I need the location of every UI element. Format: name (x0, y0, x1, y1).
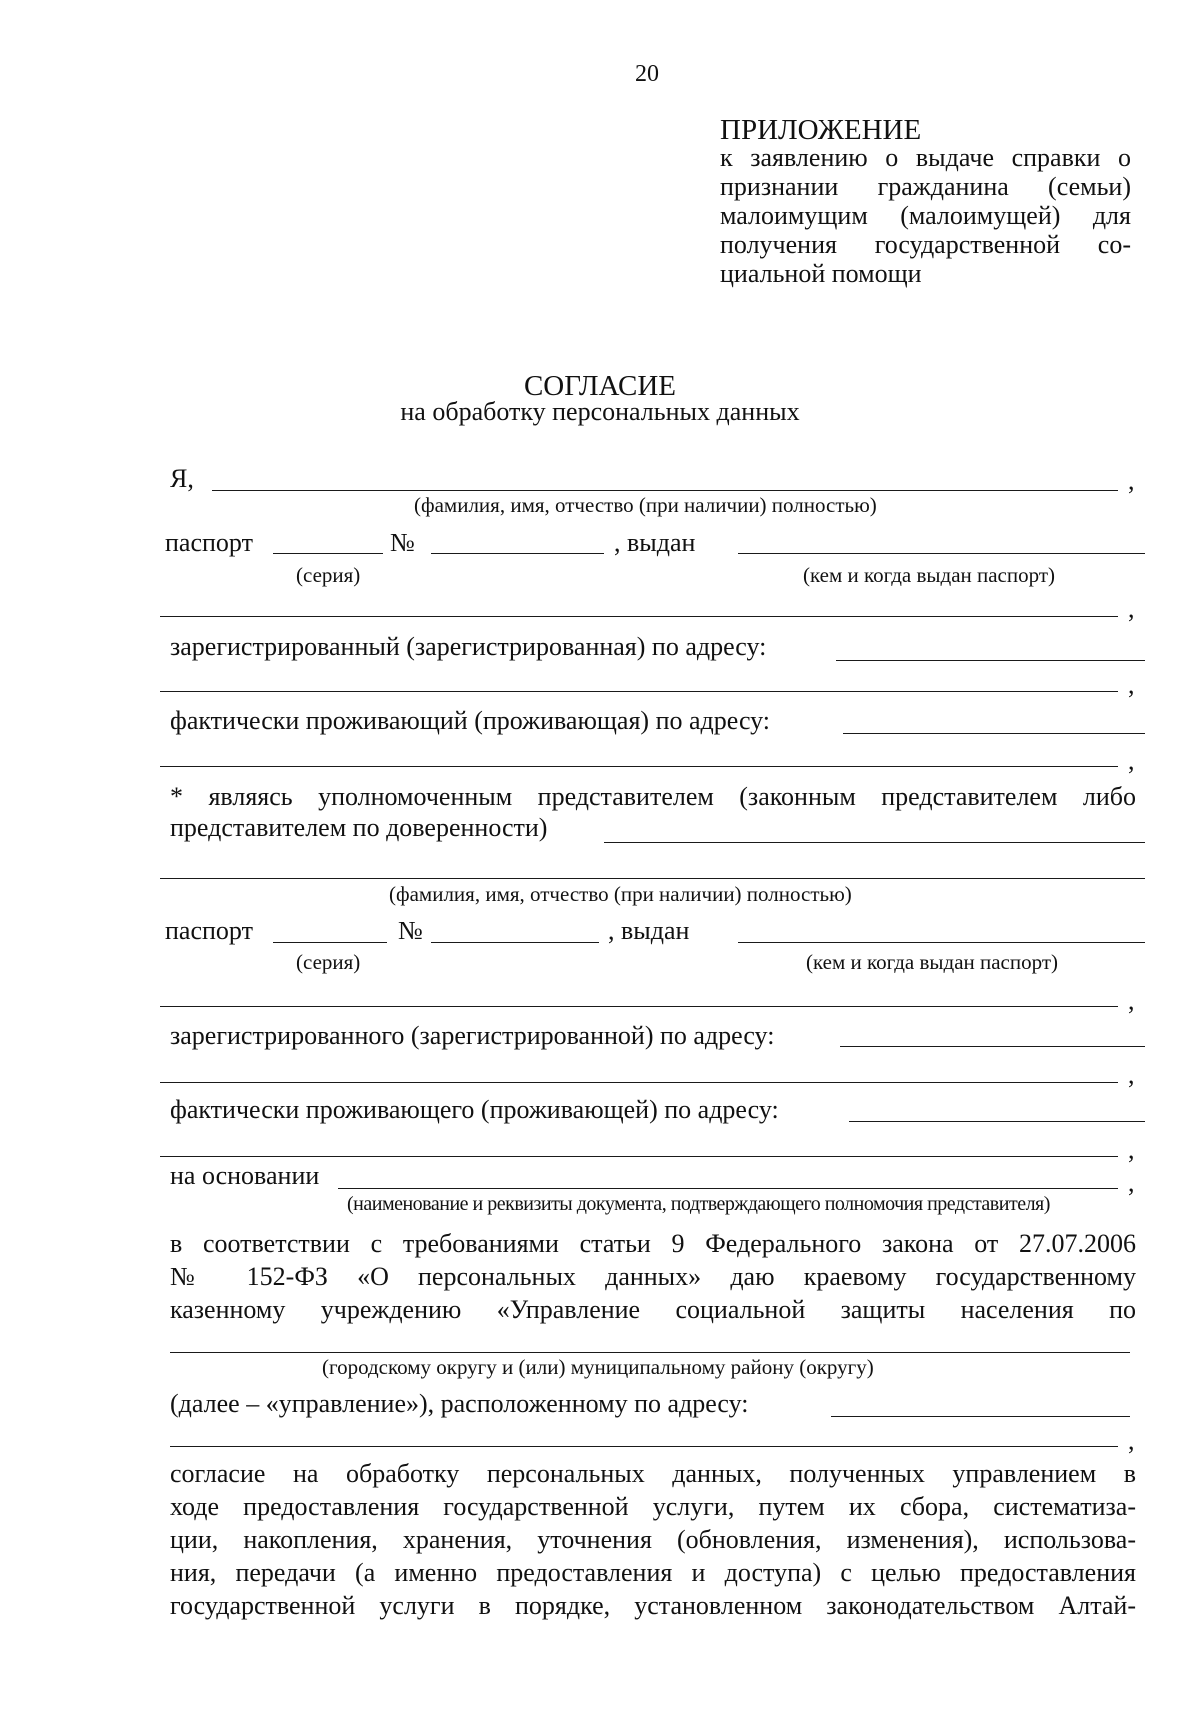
applicant-number-label: № (390, 528, 415, 557)
representative-passport-number-line[interactable] (431, 942, 599, 943)
consent-paragraph-1 (170, 1227, 1136, 1326)
appendix-line: малоимущим (малоимущей) для (720, 201, 1131, 230)
representative-registered-label: зарегистрированного (зарегистрированной) по адресу: (170, 1021, 775, 1050)
comma: , (1128, 1060, 1135, 1089)
appendix-text (720, 143, 1131, 288)
basis-label: на основании (170, 1161, 320, 1190)
comma: , (1128, 1135, 1135, 1164)
comma: , (1128, 986, 1135, 1015)
applicant-registered-line[interactable] (836, 660, 1145, 661)
representative-number-label: № (398, 916, 423, 945)
applicant-issued-line[interactable] (738, 553, 1145, 554)
basis-line[interactable] (338, 1188, 1118, 1189)
consent-line: согласие на обработку персональных данных, полученных управлением в (170, 1459, 1136, 1488)
appendix-title: ПРИЛОЖЕНИЕ (720, 114, 922, 146)
representative-line: представителем по доверенности) (170, 813, 548, 842)
comma: , (1128, 594, 1135, 623)
applicant-issued-caption: (кем и когда выдан паспорт) (803, 563, 1056, 587)
appendix-line: получения государственной со- (720, 230, 1131, 259)
consent-line: ходе предоставления государственной услуги, путем их сбора, систематиза- (170, 1492, 1136, 1521)
district-caption: (городскому округу и (или) муниципальному району (округу) (322, 1355, 874, 1379)
administration-address-line[interactable] (831, 1416, 1130, 1417)
applicant-living-line-2[interactable] (160, 766, 1118, 767)
applicant-fio-line[interactable] (212, 490, 1118, 491)
consent-line: в соответствии с требованиями статьи 9 Федерального закона от 27.07.2006 (170, 1229, 1136, 1258)
applicant-passport-series-line[interactable] (273, 553, 383, 554)
consent-line: № 152-ФЗ «О персональных данных» даю краевому государственному (170, 1262, 1136, 1291)
basis-caption: (наименование и реквизиты документа, подтверждающего полномочия представителя) (347, 1193, 1050, 1215)
applicant-issued-line-2[interactable] (160, 616, 1118, 617)
representative-registered-line[interactable] (840, 1046, 1145, 1047)
applicant-registered-label: зарегистрированный (зарегистрированная) по адресу: (170, 632, 767, 661)
representative-text (170, 782, 1136, 811)
applicant-living-line[interactable] (843, 733, 1145, 734)
applicant-issued-label: , выдан (614, 528, 696, 557)
representative-fio-line-2[interactable] (160, 878, 1145, 879)
appendix-line: циальной помощи (720, 259, 922, 288)
consent-line: ния, передачи (а именно предоставления и доступа) с целью предоставления (170, 1558, 1136, 1587)
page-number: 20 (635, 61, 659, 87)
applicant-registered-line-2[interactable] (160, 691, 1118, 692)
document-subtitle: на обработку персональных данных (400, 397, 800, 426)
appendix-line: к заявлению о выдаче справки о (720, 143, 1131, 172)
representative-series-caption: (серия) (296, 950, 361, 974)
representative-passport-series-line[interactable] (273, 942, 387, 943)
i-label: Я, (170, 464, 194, 493)
consent-line: ции, накопления, хранения, уточнения (обновления, изменения), использова- (170, 1525, 1136, 1554)
applicant-passport-number-line[interactable] (431, 553, 604, 554)
consent-line: государственной услуги в порядке, установленном законодательством Алтай- (170, 1591, 1136, 1620)
comma: , (1128, 1168, 1135, 1197)
representative-issued-label: , выдан (608, 916, 690, 945)
representative-living-line[interactable] (849, 1121, 1145, 1122)
representative-fio-line[interactable] (604, 842, 1145, 843)
administration-address-line-2[interactable] (170, 1446, 1118, 1447)
consent-line: казенному учреждению «Управление социальной защиты населения по (170, 1295, 1136, 1324)
comma: , (1128, 746, 1135, 775)
representative-passport-label: паспорт (165, 916, 253, 945)
applicant-living-label: фактически проживающий (проживающая) по адресу: (170, 706, 771, 735)
representative-living-label: фактически проживающего (проживающей) по адресу: (170, 1095, 779, 1124)
consent-paragraph-2 (170, 1457, 1136, 1622)
representative-issued-caption: (кем и когда выдан паспорт) (806, 950, 1059, 974)
representative-line: * являясь уполномоченным представителем (законным представителем либо (170, 782, 1136, 811)
representative-living-line-2[interactable] (160, 1156, 1118, 1157)
appendix-line: признании гражданина (семьи) (720, 172, 1131, 201)
representative-fio-caption: (фамилия, имя, отчество (при наличии) полностью) (389, 882, 852, 906)
representative-registered-line-2[interactable] (160, 1082, 1118, 1083)
document-title: СОГЛАСИЕ (523, 370, 677, 402)
applicant-series-caption: (серия) (296, 563, 361, 587)
representative-issued-line[interactable] (738, 942, 1145, 943)
administration-address-label: (далее – «управление»), расположенному по адресу: (170, 1389, 749, 1418)
applicant-passport-label: паспорт (165, 528, 253, 557)
representative-issued-line-2[interactable] (160, 1006, 1118, 1007)
applicant-fio-caption: (фамилия, имя, отчество (при наличии) полностью) (414, 493, 877, 517)
comma: , (1128, 670, 1135, 699)
comma: , (1128, 1426, 1135, 1455)
comma: , (1128, 466, 1135, 495)
district-line[interactable] (170, 1352, 1130, 1353)
